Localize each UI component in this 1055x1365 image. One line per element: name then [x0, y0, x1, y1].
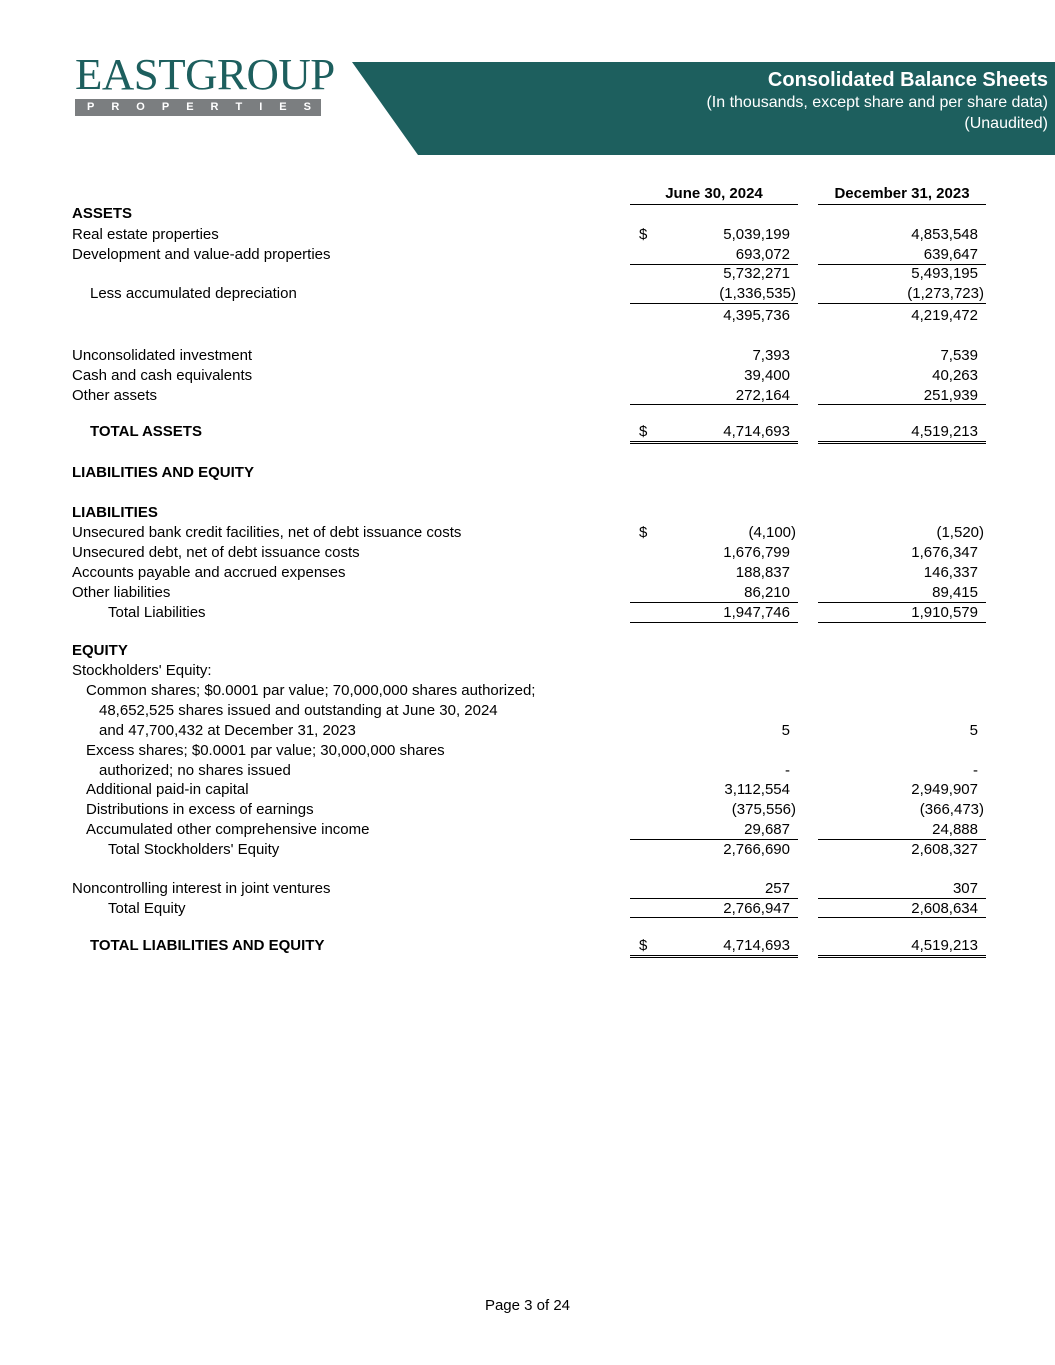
table-row [0, 583, 1055, 603]
value-dec-2023: 2,608,634 [911, 900, 978, 917]
value-dec-2023: (1,273,723) [907, 285, 984, 302]
table-row [0, 701, 1055, 721]
value-june-2024: 1,947,746 [723, 604, 790, 621]
table-row [0, 563, 1055, 583]
row-label: and 47,700,432 at December 31, 2023 [99, 722, 356, 739]
row-label: Other liabilities [72, 584, 171, 601]
row-label: Additional paid-in capital [86, 781, 249, 798]
section-heading: LIABILITIES AND EQUITY [72, 464, 254, 481]
table-row [0, 780, 1055, 800]
value-dec-2023: 1,676,347 [911, 544, 978, 561]
total-row [0, 603, 1055, 623]
value-june-2024: 272,164 [735, 387, 790, 404]
logo-wordmark: EASTGROUP [75, 50, 335, 99]
value-june-2024: 39,400 [744, 367, 790, 384]
value-dec-2023: - [973, 762, 978, 779]
page-subtitle: (In thousands, except share and per share data) [706, 94, 1048, 111]
table-row [0, 820, 1055, 840]
subtotal-rule [818, 303, 986, 304]
table-row [0, 386, 1055, 406]
value-june-2024: 4,395,736 [723, 307, 790, 324]
table-row [0, 284, 1055, 304]
assets-heading-row [0, 204, 1055, 224]
row-label: Unsecured debt, net of debt issuance costs [72, 544, 360, 561]
page-title: Consolidated Balance Sheets [767, 69, 1048, 91]
subsection-heading: Stockholders' Equity: [72, 662, 212, 679]
column-header-row [0, 184, 1055, 204]
total-row [0, 936, 1055, 956]
subtotal-rule [818, 404, 986, 405]
row-label: Unconsolidated investment [72, 347, 253, 364]
total-double-rule [818, 441, 986, 444]
value-june-2024: 2,766,947 [723, 900, 790, 917]
table-row [0, 879, 1055, 899]
table-row [0, 264, 1055, 284]
value-dec-2023: 24,888 [932, 821, 978, 838]
section-heading: LIABILITIES [72, 504, 158, 521]
value-june-2024: 2,766,690 [723, 841, 790, 858]
row-label: Other assets [72, 387, 158, 404]
row-label: Accounts payable and accrued expenses [72, 564, 346, 581]
header-banner [706, 68, 1048, 134]
value-dec-2023: (1,520) [936, 524, 984, 541]
row-label: Noncontrolling interest in joint ventures [72, 880, 331, 897]
value-dec-2023: 251,939 [923, 387, 978, 404]
value-june-2024: 86,210 [744, 584, 790, 601]
logo-letter: O [136, 101, 145, 113]
value-june-2024: 7,393 [752, 347, 790, 364]
value-dec-2023: 5,493,195 [911, 265, 978, 282]
row-label: Unsecured bank credit facilities, net of debt issuance costs [72, 524, 462, 541]
value-dec-2023: 4,519,213 [911, 423, 978, 440]
value-dec-2023: 89,415 [932, 584, 978, 601]
equity-heading-row [0, 641, 1055, 661]
value-dec-2023: 2,608,327 [911, 841, 978, 858]
section-heading: EQUITY [72, 642, 128, 659]
total-double-rule [630, 441, 798, 444]
table-row [0, 366, 1055, 386]
row-label: Real estate properties [72, 226, 219, 243]
table-row [0, 800, 1055, 820]
row-label: Development and value-add properties [72, 246, 331, 263]
value-june-2024: (1,336,535) [719, 285, 796, 302]
liabilities-heading-row [0, 503, 1055, 523]
dollar-sign: $ [639, 524, 648, 541]
row-label: Total Liabilities [108, 604, 206, 621]
row-label: Less accumulated depreciation [90, 285, 297, 302]
subtotal-rule [630, 917, 798, 918]
row-label: Excess shares; $0.0001 par value; 30,000,000 shares [86, 742, 445, 759]
total-double-rule [818, 955, 986, 958]
total-double-rule [630, 955, 798, 958]
subtotal-rule [630, 404, 798, 405]
value-dec-2023: 146,337 [923, 564, 978, 581]
value-dec-2023: 307 [952, 880, 978, 897]
value-dec-2023: 5 [969, 722, 978, 739]
stockholders-heading-row [0, 661, 1055, 681]
logo-letter: R [210, 101, 219, 113]
table-row [0, 681, 1055, 701]
column-header-june-2024: June 30, 2024 [665, 185, 763, 202]
row-label: Distributions in excess of earnings [86, 801, 314, 818]
dollar-sign: $ [639, 226, 648, 243]
table-row [0, 543, 1055, 563]
value-dec-2023: (366,473) [919, 801, 984, 818]
row-label: Accumulated other comprehensive income [86, 821, 370, 838]
table-row [0, 346, 1055, 366]
row-label: Common shares; $0.0001 par value; 70,000,000 shares authorized; [86, 682, 536, 699]
total-row [0, 840, 1055, 860]
value-june-2024: 1,676,799 [723, 544, 790, 561]
value-dec-2023: 1,910,579 [911, 604, 978, 621]
value-dec-2023: 2,949,907 [911, 781, 978, 798]
liabilities-equity-heading-row [0, 463, 1055, 483]
table-row [0, 761, 1055, 781]
table-row [0, 721, 1055, 741]
value-june-2024: 188,837 [735, 564, 790, 581]
value-june-2024: 5 [781, 722, 790, 739]
logo-letter: I [259, 101, 263, 113]
table-row [0, 225, 1055, 245]
row-label: Total Equity [108, 900, 186, 917]
logo-letter: T [235, 101, 243, 113]
value-dec-2023: 40,263 [932, 367, 978, 384]
company-logo [75, 50, 335, 116]
value-june-2024: - [785, 762, 790, 779]
value-june-2024: 257 [764, 880, 790, 897]
logo-letter: P [87, 101, 95, 113]
row-label: 48,652,525 shares issued and outstanding at June 30, 2024 [99, 702, 498, 719]
row-label: Cash and cash equivalents [72, 367, 253, 384]
table-row [0, 741, 1055, 761]
page-number: Page 3 of 24 [484, 1297, 571, 1314]
value-june-2024: 3,112,554 [724, 781, 790, 798]
subtotal-rule [818, 917, 986, 918]
value-june-2024: 693,072 [735, 246, 790, 263]
page-subtitle-unaudited: (Unaudited) [964, 115, 1048, 132]
logo-letter: S [303, 101, 311, 113]
value-dec-2023: 4,519,213 [911, 937, 978, 954]
row-label: TOTAL ASSETS [90, 423, 202, 440]
row-label: TOTAL LIABILITIES AND EQUITY [90, 937, 325, 954]
subtotal-rule [818, 622, 986, 623]
value-june-2024: 5,039,199 [723, 226, 790, 243]
logo-letter: P [161, 101, 170, 113]
logo-subtitle-bar [75, 99, 321, 116]
row-label: authorized; no shares issued [99, 762, 291, 779]
logo-letter: R [111, 101, 120, 113]
value-june-2024: 5,732,271 [723, 265, 790, 282]
subtotal-rule [630, 622, 798, 623]
section-heading: ASSETS [72, 205, 133, 222]
value-dec-2023: 4,853,548 [911, 226, 978, 243]
table-row [0, 306, 1055, 326]
dollar-sign: $ [639, 937, 648, 954]
logo-letter: E [279, 101, 287, 113]
subtotal-rule [630, 303, 798, 304]
value-dec-2023: 639,647 [923, 246, 978, 263]
table-row [0, 245, 1055, 265]
table-row [0, 523, 1055, 543]
value-dec-2023: 7,539 [940, 347, 978, 364]
row-label: Total Stockholders' Equity [108, 841, 280, 858]
logo-letter: E [186, 101, 194, 113]
value-june-2024: 29,687 [744, 821, 790, 838]
value-dec-2023: 4,219,472 [911, 307, 978, 324]
value-june-2024: (4,100) [748, 524, 796, 541]
total-row [0, 422, 1055, 442]
value-june-2024: (375,556) [731, 801, 796, 818]
dollar-sign: $ [639, 423, 648, 440]
column-header-dec-2023: December 31, 2023 [834, 185, 970, 202]
total-row [0, 899, 1055, 919]
value-june-2024: 4,714,693 [723, 937, 790, 954]
value-june-2024: 4,714,693 [723, 423, 790, 440]
